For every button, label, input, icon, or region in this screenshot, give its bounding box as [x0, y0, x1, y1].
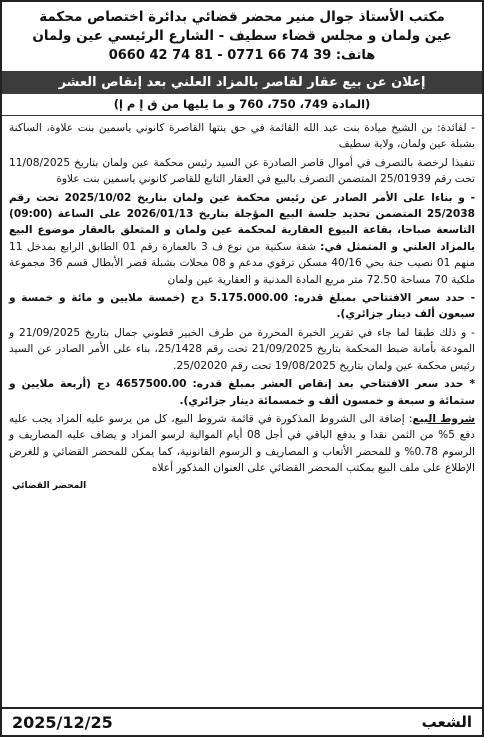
header-line-2: عين ولمان و مجلس قضاء سطيف - الشارع الرئيسي عين ولمان	[32, 28, 452, 44]
notice-articles: (المادة 749، 750، 760 و ما يليها من ق إ م إ)	[2, 94, 482, 116]
terms-paragraph	[9, 411, 475, 477]
bailiff-office-header	[2, 2, 482, 65]
bailiff-signature: المحضر القضائي	[12, 480, 87, 491]
sale-order-paragraph	[9, 190, 475, 288]
beneficiary-paragraph: - لفائدة: بن الشيخ ميادة بنت عبد الله القائمة في حق بنتها القاصرة كانوني ياسمين بنت علاوة، الساكنة بشبلة عين ولمان، ولاية سطيف	[9, 122, 475, 151]
publication-date: 2025/12/25	[12, 712, 113, 732]
opening-price-paragraph: - حدد سعر الافتتاحي بمبلغ قدره: 5.175.000.00 دج (خمسة ملايين و مائة و خمسة و سبعون ألف دينار جزائري).	[9, 292, 475, 321]
notice-body	[2, 116, 482, 477]
sale-order-bold: - و بناءا على الأمر الصادر عن رئيس محكمة عين ولمان بتاريخ 2025/10/02 تحت رقم 25/2038 المتضمن تحديد جلسة البيع المؤجلة بتاريخ 2026/01/13 على الساعة (09:00) التاسعة صباحا، بقاعة البيوع العقارية لمحكمة عين ولمان و المتعلق بالعقار موضوع البيع بالمزاد العلني و المتمثل في:	[9, 191, 475, 253]
newspaper-name: الشعب	[421, 713, 472, 731]
reduced-price-paragraph: * حدد سعر الافتتاحي بعد إنقاص العشر بمبلغ قدره: 4657500.00 دج (أربعة ملايين و ستمائة و سبعة و خمسون ألف و خمسمائة دينار جزائري).	[9, 378, 475, 407]
expertise-paragraph: - و ذلك طبقا لما جاء في تقرير الخبرة المحررة من طرف الخبير قطوني جمال بتاريخ 21/09/2025 و المودعة بأمانة ضبط المحكمة بتاريخ 21/09/2025 تحت رقم 25/1428، بناء على الأمر الصادر عن السيد رئيس محكمة عين ولمان بتاريخ 19/08/2025 تحت رقم 25/02020.	[9, 326, 475, 372]
newspaper-footer	[2, 707, 482, 735]
notice-title-banner: إعلان عن بيع عقار لقاصر بالمزاد العلني بعد إنقاص العشر	[2, 71, 482, 94]
header-line-1: مكتب الأستاذ جوال منير محضر قضائي بدائرة اختصاص محكمة	[39, 9, 445, 25]
property-description: شقة سكنية من نوع ف 3 بالعمارة رقم 01 الطابق الرابع بمدخل 11 منهم 01 نصيب جنة بحي 40/16 مسكن ترقوي مدعم و 08 محلات بشبلة قصر الأبطال قسم 36 مجموعة ملكية 70 مساحة 72.50 متر مربع المادة المدنية و العقارية عين ولمان	[9, 240, 475, 286]
license-paragraph: تنفيذا لرخصة بالتصرف في أموال قاصر الصادرة عن السيد رئيس محكمة عين ولمان بتاريخ 11/08/2025 تحت رقم 25/01939 المتضمن التصرف بالبيع في العقار التابع للقاصر كانوني ياسمين بنت علاوة	[9, 156, 475, 186]
terms-title: شروط البيع	[412, 412, 475, 425]
header-phone: هاتف: 39 74 66 0771 - 81 74 42 0660	[108, 48, 376, 63]
terms-text: : إضافة الى الشروط المذكورة في قائمة شروط البيع، كل من يرسو عليه المزاد يجب عليه دفع 5% من الثمن نقدا و يدفع الباقي في أجل 08 أيام الموالية لرسو المزاد و يضاف عليه المصاريف و الرسوم 0.78% و للمحضر الأتعاب و المصاريف و الرسوم القانونية، كما يمكن للمحضر القضائي و للغرض الإطلاع على ملف البيع بمكتب المحضر القضائي على العنوان المذكور أعلاه	[9, 412, 475, 475]
